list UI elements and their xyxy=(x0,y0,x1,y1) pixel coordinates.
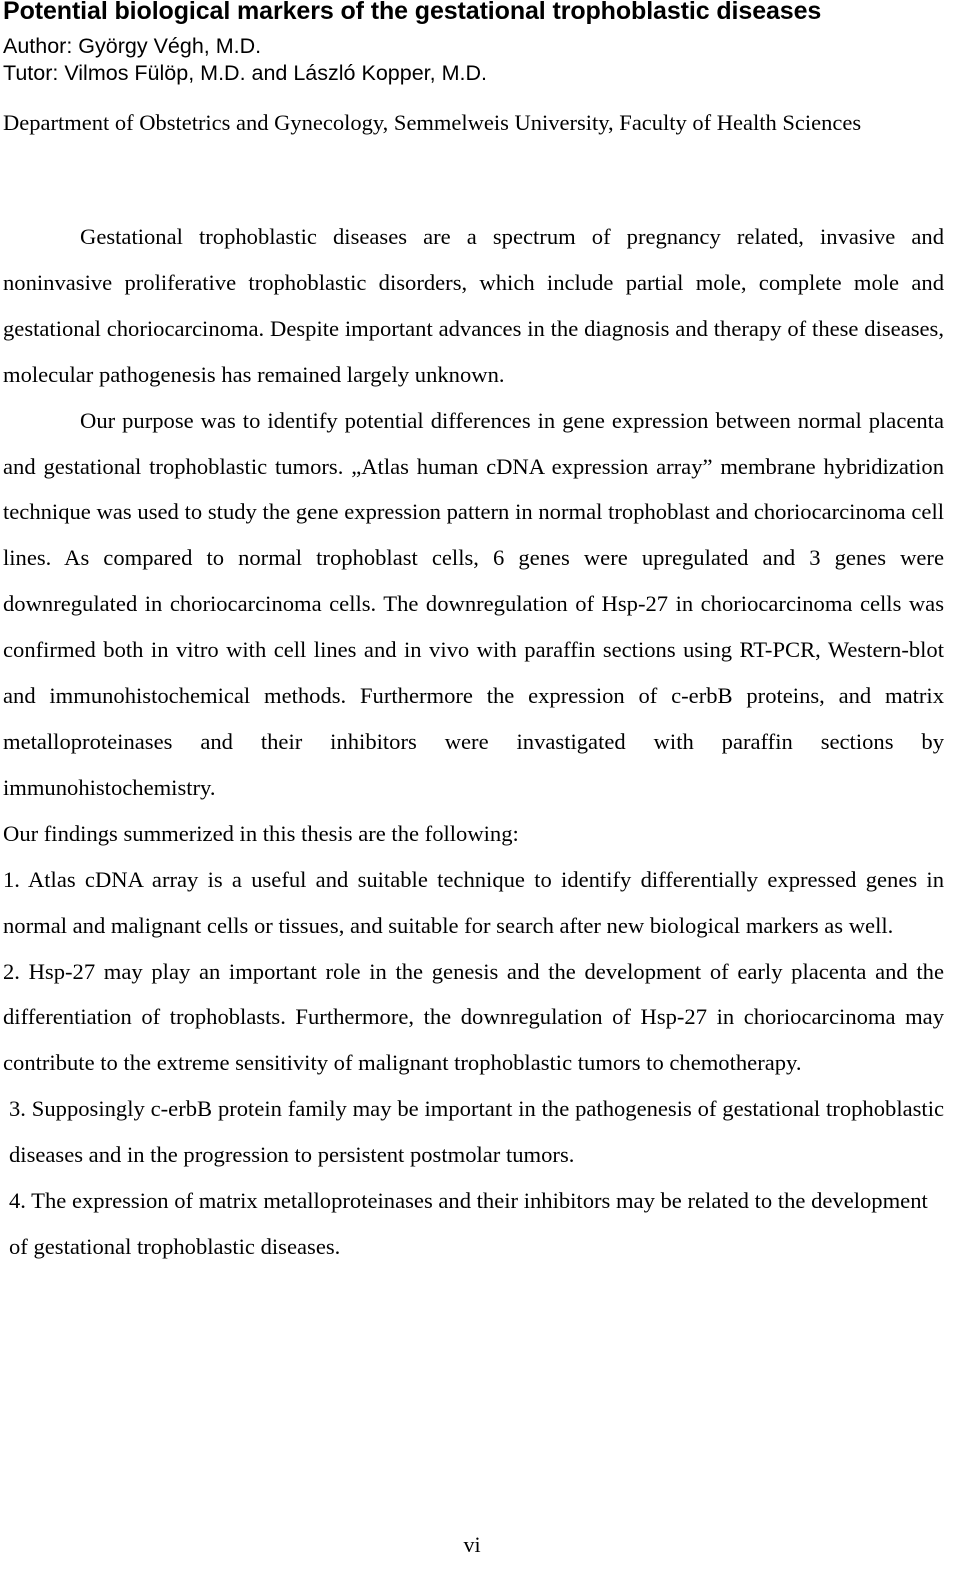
finding-item-2: 2. Hsp-27 may play an important role in the genesis and the development of early placenta and the differentiation of trophoblasts. Furthermore, the downregulation of Hsp-27 in choriocarcinoma may contribute to the extreme sensitivity of malignant trophoblastic tumors to chemotherapy. xyxy=(3,958,944,1076)
department-line: Department of Obstetrics and Gynecology, Semmelweis University, Faculty of Health Sciences xyxy=(3,110,862,135)
tutor-line: Tutor: Vilmos Fülöp, M.D. and László Kopper, M.D. xyxy=(3,61,487,85)
paragraph-intro: Gestational trophoblastic diseases are a spectrum of pregnancy related, invasive and noninvasive proliferative trophoblastic disorders, which include partial mole, complete mole and gestational choriocarcinoma. Despite important advances in the diagnosis and therapy of these diseases, molecular pathogenesis has remained largely unknown. xyxy=(3,224,944,387)
finding-item-3: 3. Supposingly c-erbB protein family may be important in the pathogenesis of gestational trophoblastic diseases and in the progression to persistent postmolar tumors. xyxy=(9,1096,944,1168)
paragraph-findings-intro: Our findings summerized in this thesis are the following: xyxy=(3,820,519,846)
abstract-body xyxy=(3,214,944,1270)
finding-item-4: 4. The expression of matrix metalloproteinases and their inhibitors may be related to the development of gestational trophoblastic diseases. xyxy=(9,1188,928,1259)
page-number: vi xyxy=(463,1532,481,1557)
finding-item-1: 1. Atlas cDNA array is a useful and suitable technique to identify differentially expressed genes in normal and malignant cells or tissues, and suitable for search after new biological markers as well. xyxy=(3,866,944,938)
paragraph-purpose: Our purpose was to identify potential differences in gene expression between normal placenta and gestational trophoblastic tumors. „Atlas human cDNA expression array” membrane hybridization technique was used to study the gene expression pattern in normal trophoblast and choriocarcinoma cell lines. As compared to normal trophoblast cells, 6 genes were upregulated and 3 genes were downregulated in choriocarcinoma cells. The downregulation of Hsp-27 in choriocarcinoma cells was confirmed both in vitro with cell lines and in vivo with paraffin sections using RT-PCR, Western-blot and immunohistochemical methods. Furthermore the expression of c-erbB proteins, and matrix metalloproteinases and their inhibitors were invastigated with paraffin sections by immunohistochemistry. xyxy=(3,407,944,800)
author-line: Author: György Végh, M.D. xyxy=(3,34,262,58)
document-title: Potential biological markers of the gestational trophoblastic diseases xyxy=(3,0,822,25)
